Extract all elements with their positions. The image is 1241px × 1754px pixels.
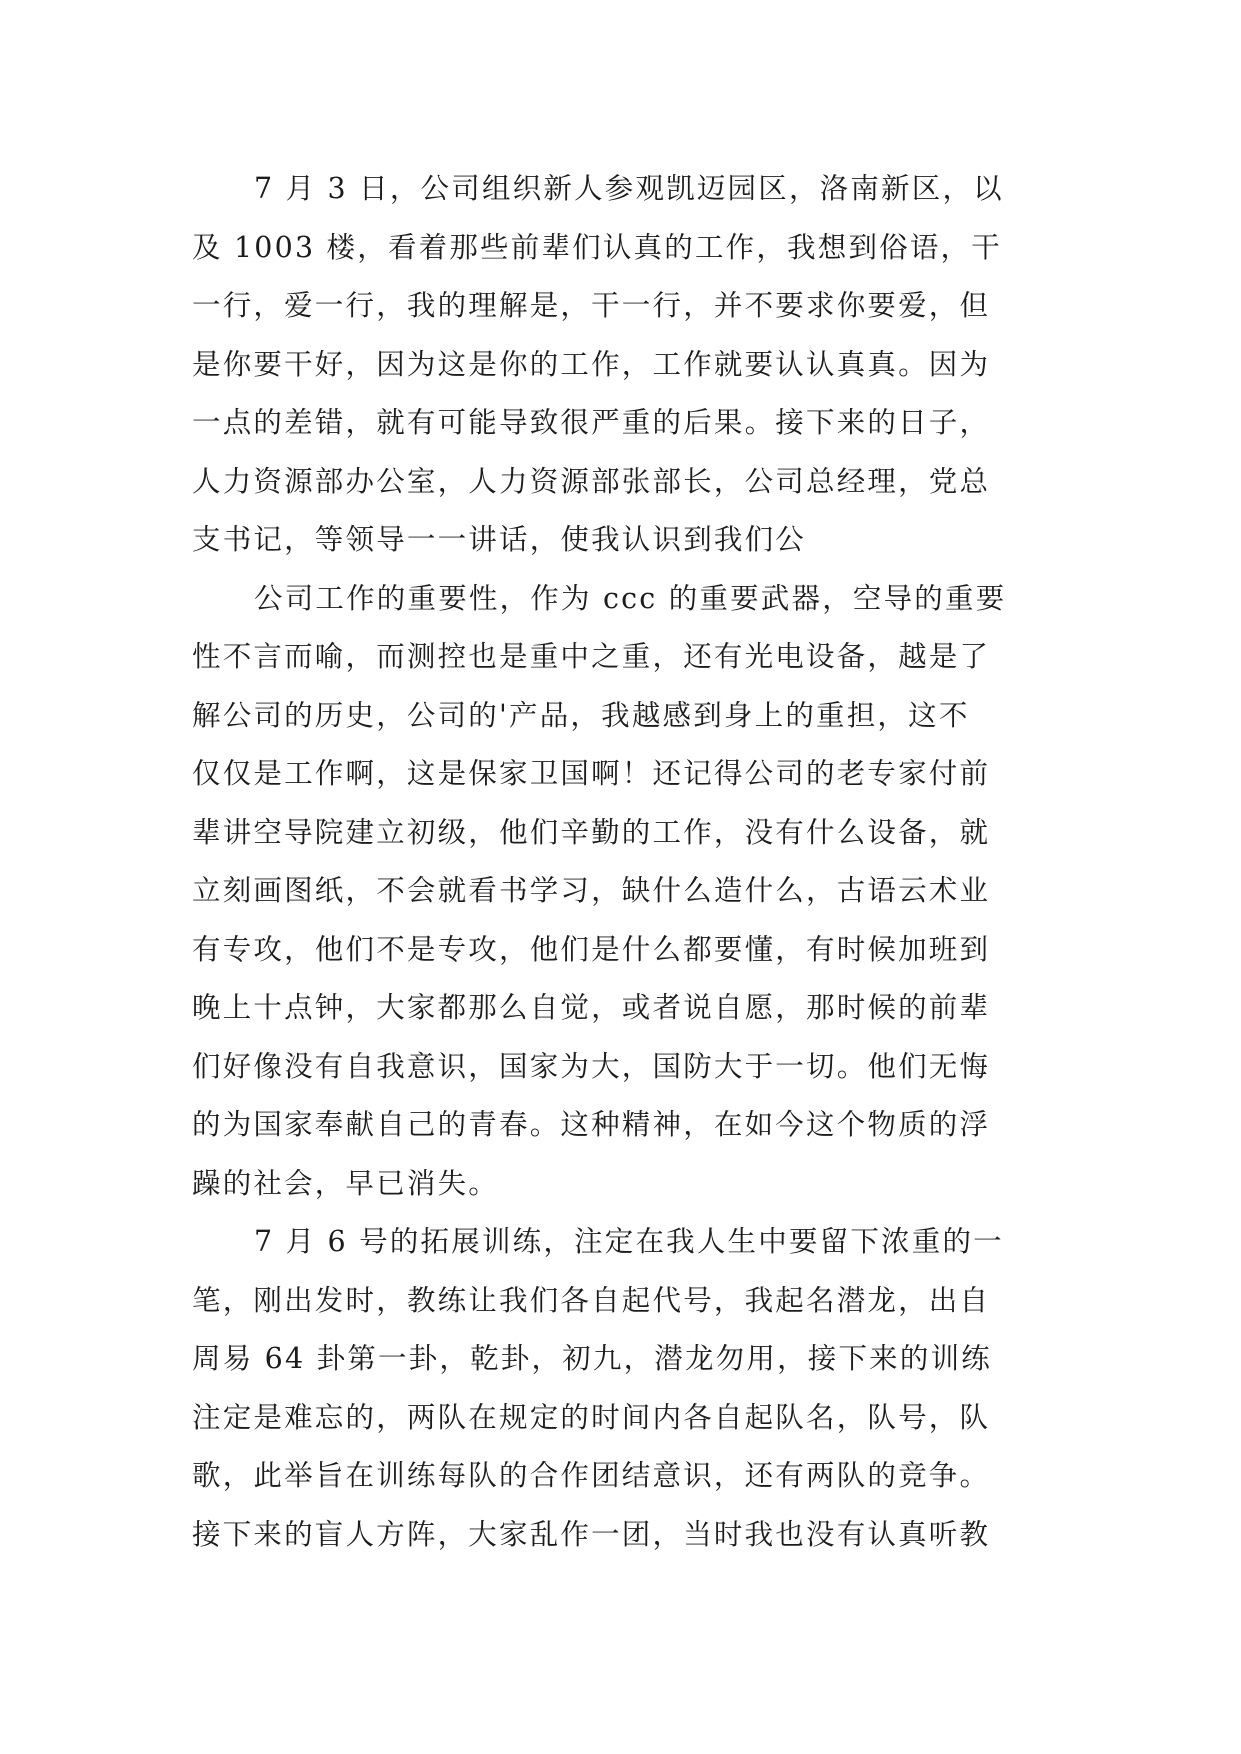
paragraph-line: 及 1003 楼，看着那些前辈们认真的工作，我想到俗语，干 xyxy=(192,230,1002,264)
paragraph-line: 一点的差错，就有可能导致很严重的后果。接下来的日子， xyxy=(192,406,991,439)
paragraph-line: 歌，此举旨在训练每队的合作团结意识，还有两队的竞争。 xyxy=(192,1459,991,1492)
paragraph-line: 笔，刚出发时，教练让我们各自起代号，我起名潜龙，出自 xyxy=(192,1283,991,1317)
paragraph-line: 一行，爱一行，我的理解是，干一行，并不要求你要爱，但 xyxy=(192,289,991,322)
paragraph-line: 公司工作的重要性，作为 ccc 的重要武器，空导的重要 xyxy=(254,581,1007,615)
paragraph-line: 人力资源部办公室，人力资源部张部长，公司总经理，党总 xyxy=(192,464,991,498)
paragraph-line: 7 月 6 号的拓展训练，注定在我人生中要留下浓重的一 xyxy=(254,1225,1004,1258)
paragraph-line: 是你要干好，因为这是你的工作，工作就要认认真真。因为 xyxy=(192,347,991,381)
paragraph-1 xyxy=(192,160,1058,570)
paragraph-line: 接下来的盲人方阵，大家乱作一团，当时我也没有认真听教 xyxy=(192,1517,991,1551)
paragraph-line: 支书记，等领导一一讲话，使我认识到我们公 xyxy=(192,523,807,556)
paragraph-line: 解公司的历史，公司的'产品，我越感到身上的重担，这不 xyxy=(192,698,970,732)
paragraph-3 xyxy=(192,1213,1058,1564)
paragraph-line: 躁的社会，早已消失。 xyxy=(192,1166,500,1200)
paragraph-line: 的为国家奉献自己的青春。这种精神，在如今这个物质的浮 xyxy=(192,1108,991,1141)
paragraph-line: 辈讲空导院建立初级，他们辛勤的工作，没有什么设备，就 xyxy=(192,815,991,849)
paragraph-2 xyxy=(192,570,1058,1214)
paragraph-line: 们好像没有自我意识，国家为大，国防大于一切。他们无悔 xyxy=(192,1049,991,1083)
paragraph-line: 有专攻，他们不是专攻，他们是什么都要懂，有时候加班到 xyxy=(192,932,991,966)
paragraph-line: 周易 64 卦第一卦，乾卦，初九，潜龙勿用，接下来的训练 xyxy=(192,1342,992,1375)
paragraph-line: 性不言而喻，而测控也是重中之重，还有光电设备，越是了 xyxy=(192,640,991,673)
paragraph-line: 7 月 3 日，公司组织新人参观凯迈园区，洛南新区，以 xyxy=(254,172,1004,205)
paragraph-line: 立刻画图纸，不会就看书学习，缺什么造什么，古语云术业 xyxy=(192,874,991,907)
paragraph-line: 晚上十点钟，大家都那么自觉，或者说自愿，那时候的前辈 xyxy=(192,991,991,1024)
paragraph-line: 注定是难忘的，两队在规定的时间内各自起队名，队号，队 xyxy=(192,1400,991,1434)
paragraph-line: 仅仅是工作啊，这是保家卫国啊！还记得公司的老专家付前 xyxy=(192,757,991,790)
document-body xyxy=(192,160,1058,1564)
